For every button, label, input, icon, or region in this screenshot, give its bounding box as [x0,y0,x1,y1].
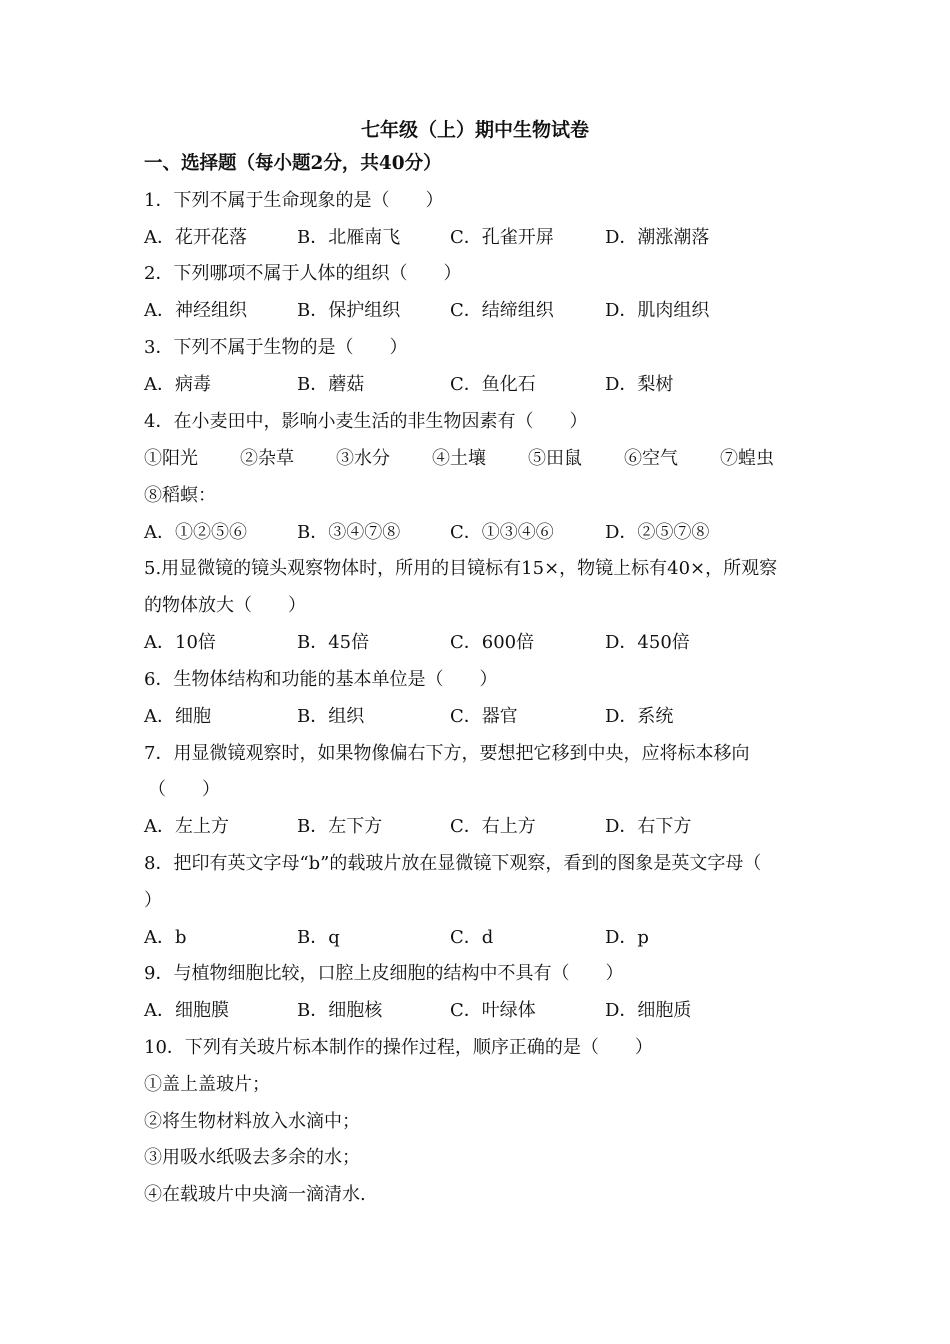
section-heading: 一、选择题（每小题2分，共40分） [144,153,442,174]
question-1-options [144,226,844,250]
option-c: C．叶绿体 [450,1000,536,1021]
option-c: C．鱼化石 [450,374,536,395]
option-d: D．p [605,927,649,948]
factor-item: ③水分 [336,448,390,469]
question-7-stem: 7．用显微镜观察时，如果物像偏右下方，要想把它移到中央，应将标本移向 [144,743,750,764]
option-a: A．细胞 [144,706,211,727]
factor-item: ①阳光 [144,448,198,469]
question-9-options [144,999,844,1023]
question-4-items-cont: ⑧稻螟： [144,485,216,506]
factor-item: ⑤田鼠 [528,448,582,469]
question-8-options [144,926,844,950]
option-c: C．结缔组织 [450,300,554,321]
option-d: D．右下方 [605,816,692,837]
question-8-stem-cont: ） [144,890,162,911]
option-a: A．10倍 [144,632,216,653]
question-3-options [144,373,844,397]
question-5-stem: 5.用显微镜的镜头观察物体时，所用的目镜标有15×，物镜上标有40×，所观察 [144,558,778,579]
factor-item: ④土壤 [432,448,486,469]
option-c: C．孔雀开屏 [450,227,554,248]
question-6-options [144,705,844,729]
option-b: B．组织 [297,706,365,727]
question-2-options [144,299,844,323]
question-5-options [144,631,844,655]
option-c: C．①③④⑥ [450,522,554,543]
option-b: B．q [297,927,340,948]
option-b: B．细胞核 [297,1000,383,1021]
question-3-stem: 3．下列不属于生物的是（ ） [144,337,408,358]
option-a: A．病毒 [144,374,211,395]
option-b: B．蘑菇 [297,374,365,395]
option-d: D．潮涨潮落 [605,227,710,248]
question-9-stem: 9．与植物细胞比较，口腔上皮细胞的结构中不具有（ ） [144,963,624,984]
option-a: A．细胞膜 [144,1000,229,1021]
exam-title: 七年级（上）期中生物试卷 [360,119,589,141]
option-a: A．b [144,927,187,948]
factor-item: ⑥空气 [624,448,678,469]
option-b: B．③④⑦⑧ [297,522,401,543]
option-c: C．600倍 [450,632,535,653]
option-c: C．器官 [450,706,518,727]
question-5-stem-cont: 的物体放大（ ） [144,595,306,616]
question-1-stem: 1．下列不属于生命现象的是（ ） [144,190,444,211]
option-b: B．45倍 [297,632,370,653]
option-a: A．花开花落 [144,227,247,248]
option-a: A．神经组织 [144,300,247,321]
step-2: ②将生物材料放入水滴中； [144,1111,360,1132]
option-b: B．保护组织 [297,300,401,321]
question-4-items [144,447,824,471]
step-4: ④在载玻片中央滴一滴清水. [144,1184,366,1205]
question-10-stem: 10．下列有关玻片标本制作的操作过程，顺序正确的是（ ） [144,1037,653,1058]
question-7-stem-cont: （ ） [148,779,220,800]
option-c: C．右上方 [450,816,536,837]
option-d: D．肌肉组织 [605,300,710,321]
question-8-stem: 8．把印有英文字母“b”的载玻片放在显微镜下观察，看到的图象是英文字母（ [144,853,762,874]
option-d: D．细胞质 [605,1000,692,1021]
option-b: B．左下方 [297,816,383,837]
step-1: ①盖上盖玻片； [144,1074,270,1095]
option-a: A．左上方 [144,816,229,837]
question-4-options [144,521,844,545]
option-d: D．梨树 [605,374,674,395]
factor-item: ②杂草 [240,448,294,469]
option-c: C．d [450,927,494,948]
factor-item: ⑦蝗虫 [720,448,774,469]
question-6-stem: 6．生物体结构和功能的基本单位是（ ） [144,669,498,690]
step-3: ③用吸水纸吸去多余的水； [144,1147,360,1168]
question-2-stem: 2．下列哪项不属于人体的组织（ ） [144,263,462,284]
option-d: D．系统 [605,706,674,727]
option-d: D．②⑤⑦⑧ [605,522,710,543]
option-b: B．北雁南飞 [297,227,401,248]
option-d: D．450倍 [605,632,690,653]
question-7-options [144,815,844,839]
option-a: A．①②⑤⑥ [144,522,247,543]
question-4-stem: 4．在小麦田中，影响小麦生活的非生物因素有（ ） [144,411,588,432]
